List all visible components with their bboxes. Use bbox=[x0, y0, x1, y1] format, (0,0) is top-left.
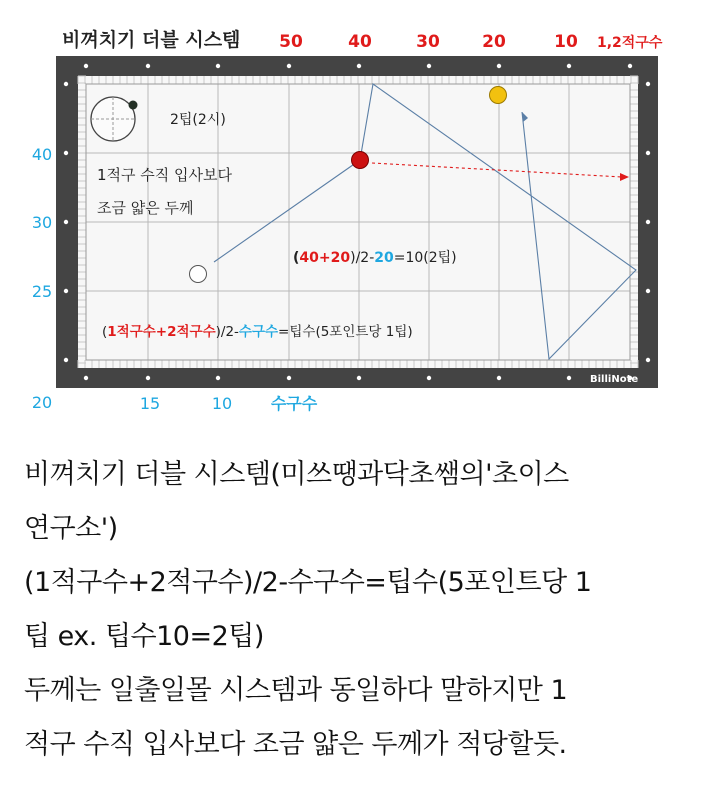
article-line: 연구소') bbox=[24, 513, 118, 544]
rail-diamond bbox=[64, 82, 68, 86]
general-formula: (1적구수+2적구수)/2-수구수=팁수(5포인트당 1팁) bbox=[102, 324, 413, 340]
rail-diamond bbox=[427, 376, 431, 380]
top-right-label: 1,2적구수 bbox=[597, 35, 663, 51]
rail-diamond bbox=[216, 64, 220, 68]
rail-diamond bbox=[497, 376, 501, 380]
article-line: 팁 ex. 팁수10=2팁) bbox=[24, 621, 264, 652]
top-rail-label-10: 10 bbox=[554, 32, 578, 52]
example-formula: (40+20)/2-20=10(2팁) bbox=[293, 250, 457, 266]
rail-diamond bbox=[64, 220, 68, 224]
rail-diamond bbox=[84, 376, 88, 380]
rail-diamond bbox=[646, 220, 650, 224]
rail-diamond bbox=[287, 376, 291, 380]
rail-diamond bbox=[64, 151, 68, 155]
bottom-rail-label-10: 10 bbox=[211, 394, 233, 413]
rail-diamond bbox=[357, 64, 361, 68]
rail-diamond bbox=[64, 358, 68, 362]
rail-diamond bbox=[146, 64, 150, 68]
watermark: BilliNote bbox=[590, 374, 639, 385]
left-rail-label-40: 40 bbox=[31, 145, 53, 164]
thickness-note-line2: 조금 얇은 두께 bbox=[97, 199, 194, 217]
rail-diamond bbox=[628, 64, 632, 68]
rail-diamond bbox=[646, 151, 650, 155]
article-line: 두께는 일출일몰 시스템과 동일하다 말하지만 1 bbox=[24, 675, 568, 706]
bottom-rail-label-cue: 수구수 bbox=[270, 394, 318, 413]
bottom-left-label: 20 bbox=[31, 393, 53, 412]
rail-diamond bbox=[146, 376, 150, 380]
top-rail-label-30: 30 bbox=[416, 32, 440, 52]
thickness-note-line1: 1적구 수직 입사보다 bbox=[97, 166, 233, 184]
rail-diamond bbox=[287, 64, 291, 68]
rail-diamond bbox=[216, 376, 220, 380]
rail-diamond bbox=[567, 64, 571, 68]
rail-diamond bbox=[357, 376, 361, 380]
cue-ball bbox=[190, 266, 207, 283]
top-rail-label-50: 50 bbox=[279, 32, 303, 52]
left-rail-label-30: 30 bbox=[31, 213, 53, 232]
red-ball bbox=[352, 152, 369, 169]
rail-diamond bbox=[646, 82, 650, 86]
rail-diamond bbox=[646, 289, 650, 293]
tip-label: 2팁(2시) bbox=[170, 112, 226, 128]
rail-diamond bbox=[646, 358, 650, 362]
rail-diamond bbox=[567, 376, 571, 380]
rail-diamond bbox=[64, 289, 68, 293]
rail-diamond bbox=[84, 64, 88, 68]
diagram-title: 비껴치기 더블 시스템 bbox=[62, 29, 241, 51]
rail-diamond bbox=[497, 64, 501, 68]
top-rail-label-20: 20 bbox=[482, 32, 506, 52]
article-line: 비껴치기 더블 시스템(미쓰땡과닥초쌤의'초이스 bbox=[24, 459, 569, 490]
article-line: 적구 수직 입사보다 조금 얇은 두께가 적당할듯. bbox=[24, 729, 567, 760]
left-rail-label-25: 25 bbox=[31, 282, 53, 301]
article-line: (1적구수+2적구수)/2-수구수=팁수(5포인트당 1 bbox=[24, 567, 592, 598]
rail-diamond bbox=[427, 64, 431, 68]
article-body bbox=[24, 448, 704, 772]
bottom-rail-label-15: 15 bbox=[139, 394, 161, 413]
top-rail-label-40: 40 bbox=[348, 32, 372, 52]
yellow-ball bbox=[490, 87, 507, 104]
